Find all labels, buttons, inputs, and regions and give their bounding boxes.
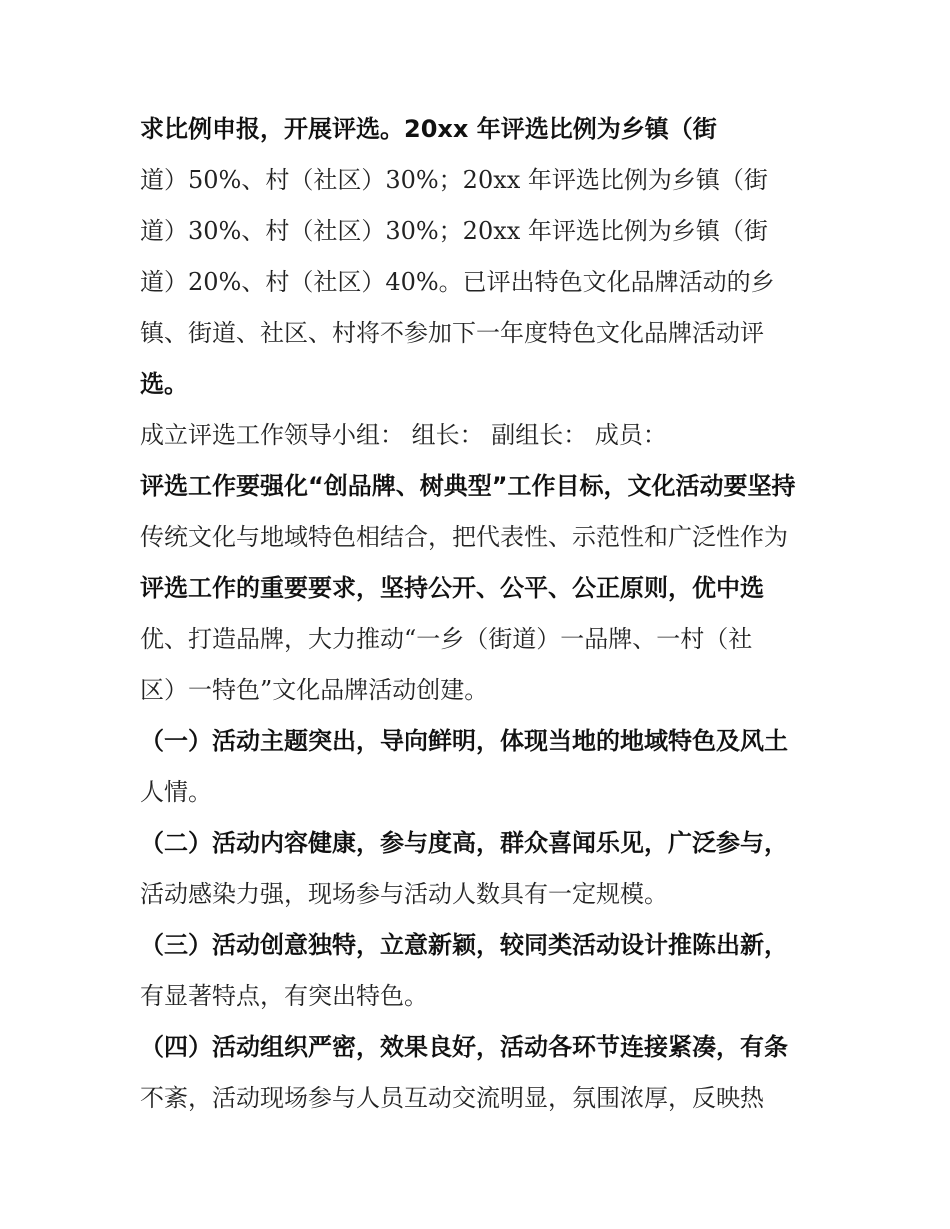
- text-line: 传统文化与地域特色相结合，把代表性、示范性和广泛性作为: [140, 523, 788, 551]
- text-line: 优、打造品牌，大力推动“一乡（街道）一品牌、一村（社: [140, 625, 753, 653]
- text-line: 不紊，活动现场参与人员互动交流明显，氛围浓厚，反映热: [140, 1084, 764, 1112]
- text-line: 成立评选工作领导小组： 组长： 副组长： 成员：: [140, 421, 667, 449]
- text-line: 求比例申报，开展评选。20xx 年评选比例为乡镇（街: [140, 115, 717, 143]
- text-line: 选。: [140, 370, 188, 398]
- text-line: （三）活动创意独特，立意新颖，较同类活动设计推陈出新，: [140, 931, 788, 959]
- text-line: 有显著特点，有突出特色。: [140, 982, 428, 1010]
- text-line: （四）活动组织严密，效果良好，活动各环节连接紧凑，有条: [140, 1033, 788, 1061]
- text-line: 道）30%、村（社区）30%；20xx 年评选比例为乡镇（街: [140, 217, 768, 245]
- text-line: 人情。: [140, 778, 212, 806]
- text-line: 镇、街道、社区、村将不参加下一年度特色文化品牌活动评: [140, 319, 764, 347]
- text-line: （一）活动主题突出，导向鲜明，体现当地的地域特色及风土: [140, 727, 788, 755]
- text-line: （二）活动内容健康，参与度高，群众喜闻乐见，广泛参与，: [140, 829, 788, 857]
- text-line: 评选工作的重要要求，坚持公开、公平、公正原则，优中选: [140, 574, 764, 602]
- text-line: 活动感染力强，现场参与活动人数具有一定规模。: [140, 880, 668, 908]
- text-line: 道）20%、村（社区）40%。已评出特色文化品牌活动的乡: [140, 268, 775, 296]
- text-line: 道）50%、村（社区）30%；20xx 年评选比例为乡镇（街: [140, 166, 768, 194]
- text-line: 评选工作要强化“创品牌、树典型”工作目标，文化活动要坚持: [140, 472, 796, 500]
- text-line: 区）一特色”文化品牌活动创建。: [140, 676, 489, 704]
